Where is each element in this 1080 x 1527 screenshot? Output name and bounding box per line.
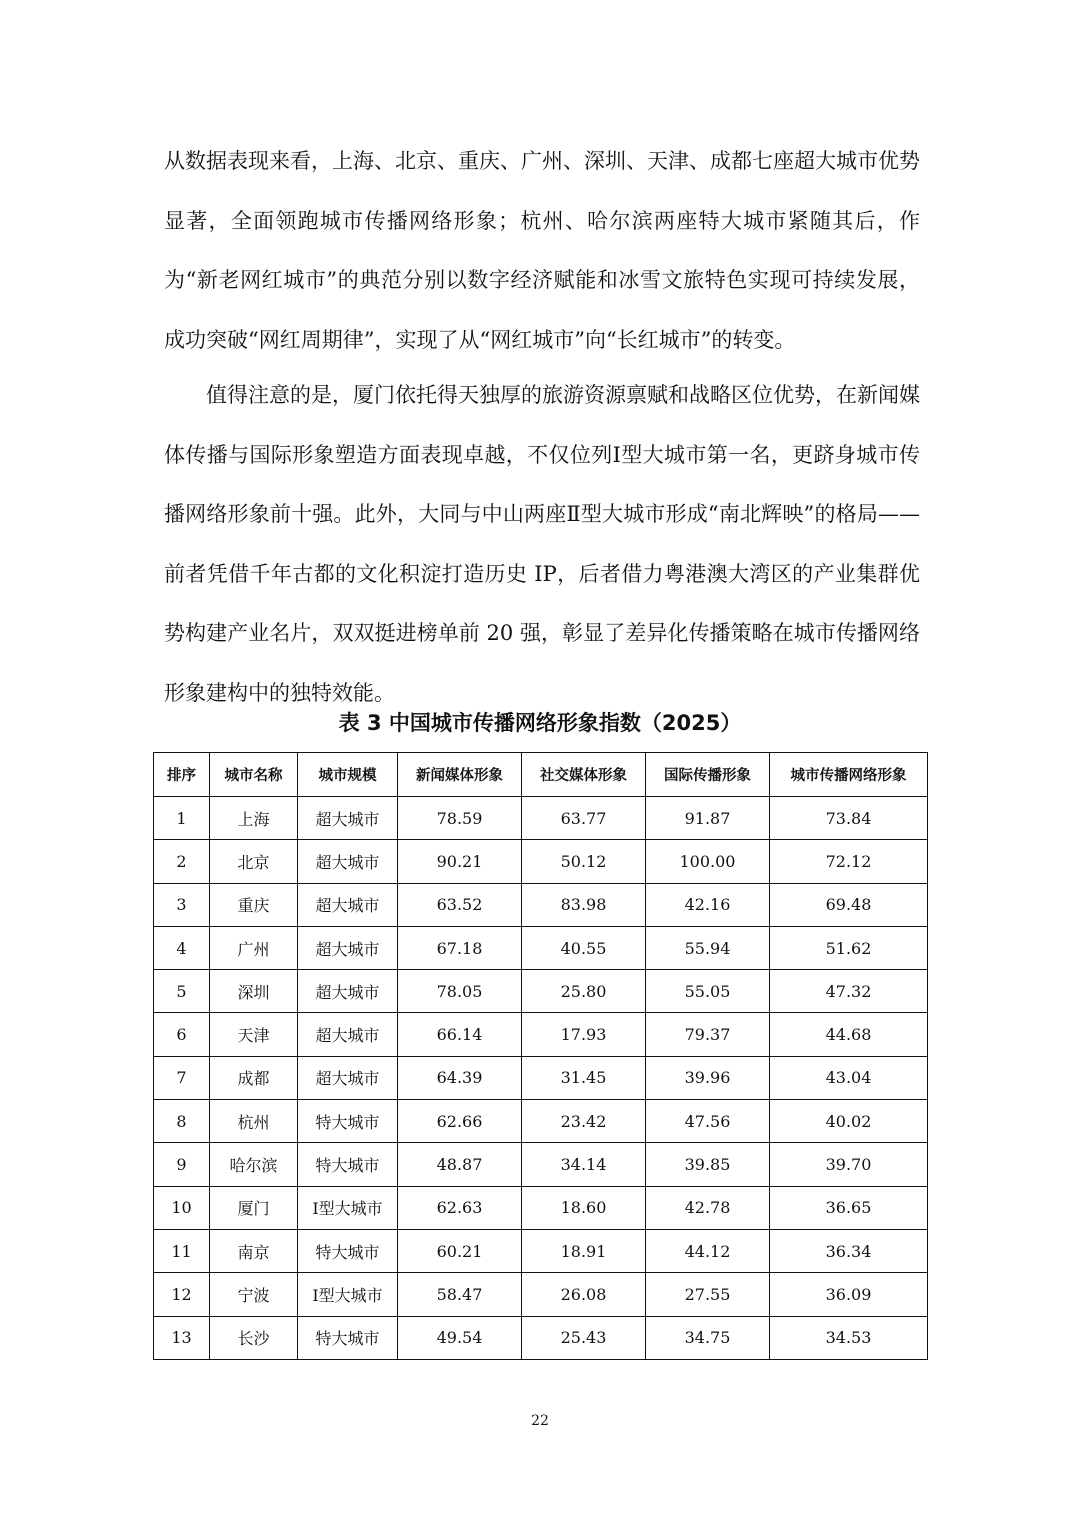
table-row: [154, 1056, 928, 1099]
social-media-cell: 34.14: [522, 1143, 646, 1186]
social-media-cell: 31.45: [522, 1056, 646, 1099]
news-media-cell: 62.63: [398, 1186, 522, 1229]
rank-cell: 1: [154, 797, 210, 840]
rank-cell: 7: [154, 1056, 210, 1099]
city-scale-cell: 超大城市: [298, 840, 398, 883]
rank-cell: 5: [154, 970, 210, 1013]
table-header-row: [154, 753, 928, 797]
international-cell: 55.05: [646, 970, 770, 1013]
city-name-cell: 杭州: [210, 1100, 298, 1143]
international-cell: 39.96: [646, 1056, 770, 1099]
table-caption: 表 3 中国城市传播网络形象指数（2025）: [338, 711, 742, 735]
network-image-cell: 72.12: [770, 840, 928, 883]
news-media-cell: 78.59: [398, 797, 522, 840]
news-media-cell: 49.54: [398, 1316, 522, 1359]
social-media-cell: 40.55: [522, 926, 646, 969]
city-scale-cell: 超大城市: [298, 797, 398, 840]
city-scale-cell: Ⅰ型大城市: [298, 1273, 398, 1316]
city-scale-cell: 特大城市: [298, 1143, 398, 1186]
rank-cell: 9: [154, 1143, 210, 1186]
international-cell: 42.78: [646, 1186, 770, 1229]
city-name-cell: 南京: [210, 1229, 298, 1272]
social-media-cell: 26.08: [522, 1273, 646, 1316]
table-row: [154, 926, 928, 969]
network-image-cell: 44.68: [770, 1013, 928, 1056]
international-cell: 42.16: [646, 883, 770, 926]
table-row: [154, 883, 928, 926]
table-row: [154, 1143, 928, 1186]
header-network-image: 城市传播网络形象: [770, 753, 928, 797]
news-media-cell: 64.39: [398, 1056, 522, 1099]
rank-cell: 4: [154, 926, 210, 969]
network-image-cell: 36.09: [770, 1273, 928, 1316]
table-row: [154, 1273, 928, 1316]
rank-cell: 12: [154, 1273, 210, 1316]
international-cell: 34.75: [646, 1316, 770, 1359]
social-media-cell: 25.43: [522, 1316, 646, 1359]
news-media-cell: 78.05: [398, 970, 522, 1013]
network-image-cell: 36.65: [770, 1186, 928, 1229]
rank-cell: 2: [154, 840, 210, 883]
header-rank: 排序: [154, 753, 210, 797]
city-name-cell: 上海: [210, 797, 298, 840]
network-image-cell: 40.02: [770, 1100, 928, 1143]
social-media-cell: 25.80: [522, 970, 646, 1013]
news-media-cell: 67.18: [398, 926, 522, 969]
city-scale-cell: 特大城市: [298, 1316, 398, 1359]
city-scale-cell: 特大城市: [298, 1100, 398, 1143]
header-news-media: 新闻媒体形象: [398, 753, 522, 797]
international-cell: 27.55: [646, 1273, 770, 1316]
city-scale-cell: 超大城市: [298, 970, 398, 1013]
city-scale-cell: 超大城市: [298, 1056, 398, 1099]
social-media-cell: 50.12: [522, 840, 646, 883]
city-scale-cell: 超大城市: [298, 926, 398, 969]
page-number: 22: [531, 1413, 549, 1429]
rank-cell: 11: [154, 1229, 210, 1272]
social-media-cell: 18.91: [522, 1229, 646, 1272]
network-image-cell: 36.34: [770, 1229, 928, 1272]
social-media-cell: 18.60: [522, 1186, 646, 1229]
city-name-cell: 哈尔滨: [210, 1143, 298, 1186]
city-name-cell: 长沙: [210, 1316, 298, 1359]
body-paragraph-1: 从数据表现来看，上海、北京、重庆、广州、深圳、天津、成都七座超大城市优势显著，全面领跑城市传播网络形象；杭州、哈尔滨两座特大城市紧随其后，作为“新老网红城市”的典范分别以数字经济赋能和冰雪文旅特色实现可持续发展，成功突破“网红周期律”，实现了从“网红城市”向“长红城市”的转变。: [164, 149, 920, 352]
city-name-cell: 广州: [210, 926, 298, 969]
city-scale-cell: 特大城市: [298, 1229, 398, 1272]
network-image-cell: 39.70: [770, 1143, 928, 1186]
body-paragraph-2: 值得注意的是，厦门依托得天独厚的旅游资源禀赋和战略区位优势，在新闻媒体传播与国际形象塑造方面表现卓越，不仅位列Ⅰ型大城市第一名，更跻身城市传播网络形象前十强。此外，大同与中山两座Ⅱ型大城市形成“南北辉映”的格局——前者凭借千年古都的文化积淀打造历史 IP，后者借力粤港澳大湾区的产业集群优势构建产业名片，双双挺进榜单前 20 强，彰显了差异化传播策略在城市传播网络形象建构中的独特效能。: [164, 383, 920, 705]
international-cell: 55.94: [646, 926, 770, 969]
city-name-cell: 重庆: [210, 883, 298, 926]
table-row: [154, 1229, 928, 1272]
social-media-cell: 83.98: [522, 883, 646, 926]
social-media-cell: 23.42: [522, 1100, 646, 1143]
city-name-cell: 北京: [210, 840, 298, 883]
international-cell: 100.00: [646, 840, 770, 883]
city-name-cell: 天津: [210, 1013, 298, 1056]
network-image-cell: 47.32: [770, 970, 928, 1013]
news-media-cell: 48.87: [398, 1143, 522, 1186]
network-image-cell: 51.62: [770, 926, 928, 969]
city-name-cell: 成都: [210, 1056, 298, 1099]
table-row: [154, 1316, 928, 1359]
table-row: [154, 1013, 928, 1056]
city-name-cell: 厦门: [210, 1186, 298, 1229]
table-row: [154, 797, 928, 840]
rank-cell: 13: [154, 1316, 210, 1359]
city-index-table: [153, 752, 928, 1360]
table-row: [154, 970, 928, 1013]
network-image-cell: 73.84: [770, 797, 928, 840]
news-media-cell: 90.21: [398, 840, 522, 883]
news-media-cell: 62.66: [398, 1100, 522, 1143]
rank-cell: 10: [154, 1186, 210, 1229]
header-social-media: 社交媒体形象: [522, 753, 646, 797]
city-scale-cell: Ⅰ型大城市: [298, 1186, 398, 1229]
international-cell: 91.87: [646, 797, 770, 840]
header-international: 国际传播形象: [646, 753, 770, 797]
rank-cell: 8: [154, 1100, 210, 1143]
table-row: [154, 840, 928, 883]
header-city-scale: 城市规模: [298, 753, 398, 797]
international-cell: 47.56: [646, 1100, 770, 1143]
city-name-cell: 宁波: [210, 1273, 298, 1316]
international-cell: 39.85: [646, 1143, 770, 1186]
news-media-cell: 60.21: [398, 1229, 522, 1272]
rank-cell: 3: [154, 883, 210, 926]
city-scale-cell: 超大城市: [298, 883, 398, 926]
city-scale-cell: 超大城市: [298, 1013, 398, 1056]
news-media-cell: 63.52: [398, 883, 522, 926]
international-cell: 79.37: [646, 1013, 770, 1056]
table-row: [154, 1186, 928, 1229]
social-media-cell: 17.93: [522, 1013, 646, 1056]
network-image-cell: 34.53: [770, 1316, 928, 1359]
news-media-cell: 66.14: [398, 1013, 522, 1056]
social-media-cell: 63.77: [522, 797, 646, 840]
header-city-name: 城市名称: [210, 753, 298, 797]
network-image-cell: 69.48: [770, 883, 928, 926]
city-name-cell: 深圳: [210, 970, 298, 1013]
table-row: [154, 1100, 928, 1143]
news-media-cell: 58.47: [398, 1273, 522, 1316]
international-cell: 44.12: [646, 1229, 770, 1272]
rank-cell: 6: [154, 1013, 210, 1056]
network-image-cell: 43.04: [770, 1056, 928, 1099]
